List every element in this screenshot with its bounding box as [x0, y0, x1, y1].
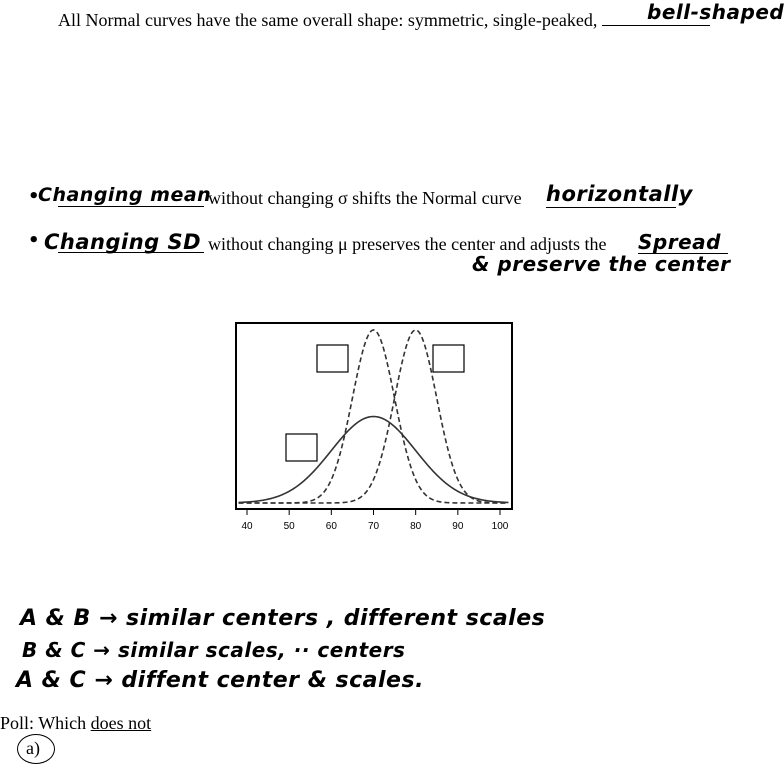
poll-underlined: does not — [90, 713, 152, 733]
poll-question — [0, 713, 151, 734]
poll-option-a[interactable]: a) — [26, 738, 40, 758]
sd-note: & preserve the center — [472, 252, 731, 276]
normal-shape-answer: bell-shaped — [647, 0, 784, 24]
x-tick-label-50: 50 — [283, 521, 295, 532]
x-tick-label-60: 60 — [325, 521, 337, 532]
normal-shape-text: All Normal curves have the same overall shape: symmetric, single-peaked, — [58, 10, 598, 30]
horizontally-underline — [546, 207, 676, 208]
note-a-c: A & C → diffent center & scales. — [16, 668, 424, 693]
label-box-3 — [286, 434, 317, 461]
note-a-b: A & B → similar centers , different scales — [20, 606, 546, 631]
sd-bullet: • — [28, 230, 41, 251]
x-tick-label-100: 100 — [491, 521, 509, 532]
sd-answer-spread: Spread — [638, 230, 721, 254]
mean-blank — [58, 206, 204, 207]
poll-label: Poll: Which — [0, 713, 87, 733]
x-tick-label-40: 40 — [241, 521, 253, 532]
curve-1 — [239, 417, 509, 503]
sd-answer: Changing SD — [44, 230, 202, 254]
normal-curves-chart — [230, 318, 520, 543]
x-tick-label-90: 90 — [452, 521, 464, 532]
mean-bullet: • — [28, 186, 41, 207]
normal-shape-sentence — [58, 7, 710, 31]
label-box-1 — [317, 345, 348, 372]
sd-sentence: without changing μ preserves the center and adjusts the — [208, 234, 607, 254]
mean-answer-horizontally: horizontally — [546, 182, 693, 206]
note-b-c: B & C → similar scales, ·· centers — [22, 638, 406, 662]
x-tick-label-80: 80 — [410, 521, 422, 532]
mean-answer: Changing mean — [38, 184, 212, 206]
mean-sentence: without changing σ shifts the Normal curve — [208, 188, 522, 208]
label-box-2 — [433, 345, 464, 372]
x-tick-label-70: 70 — [367, 521, 380, 532]
